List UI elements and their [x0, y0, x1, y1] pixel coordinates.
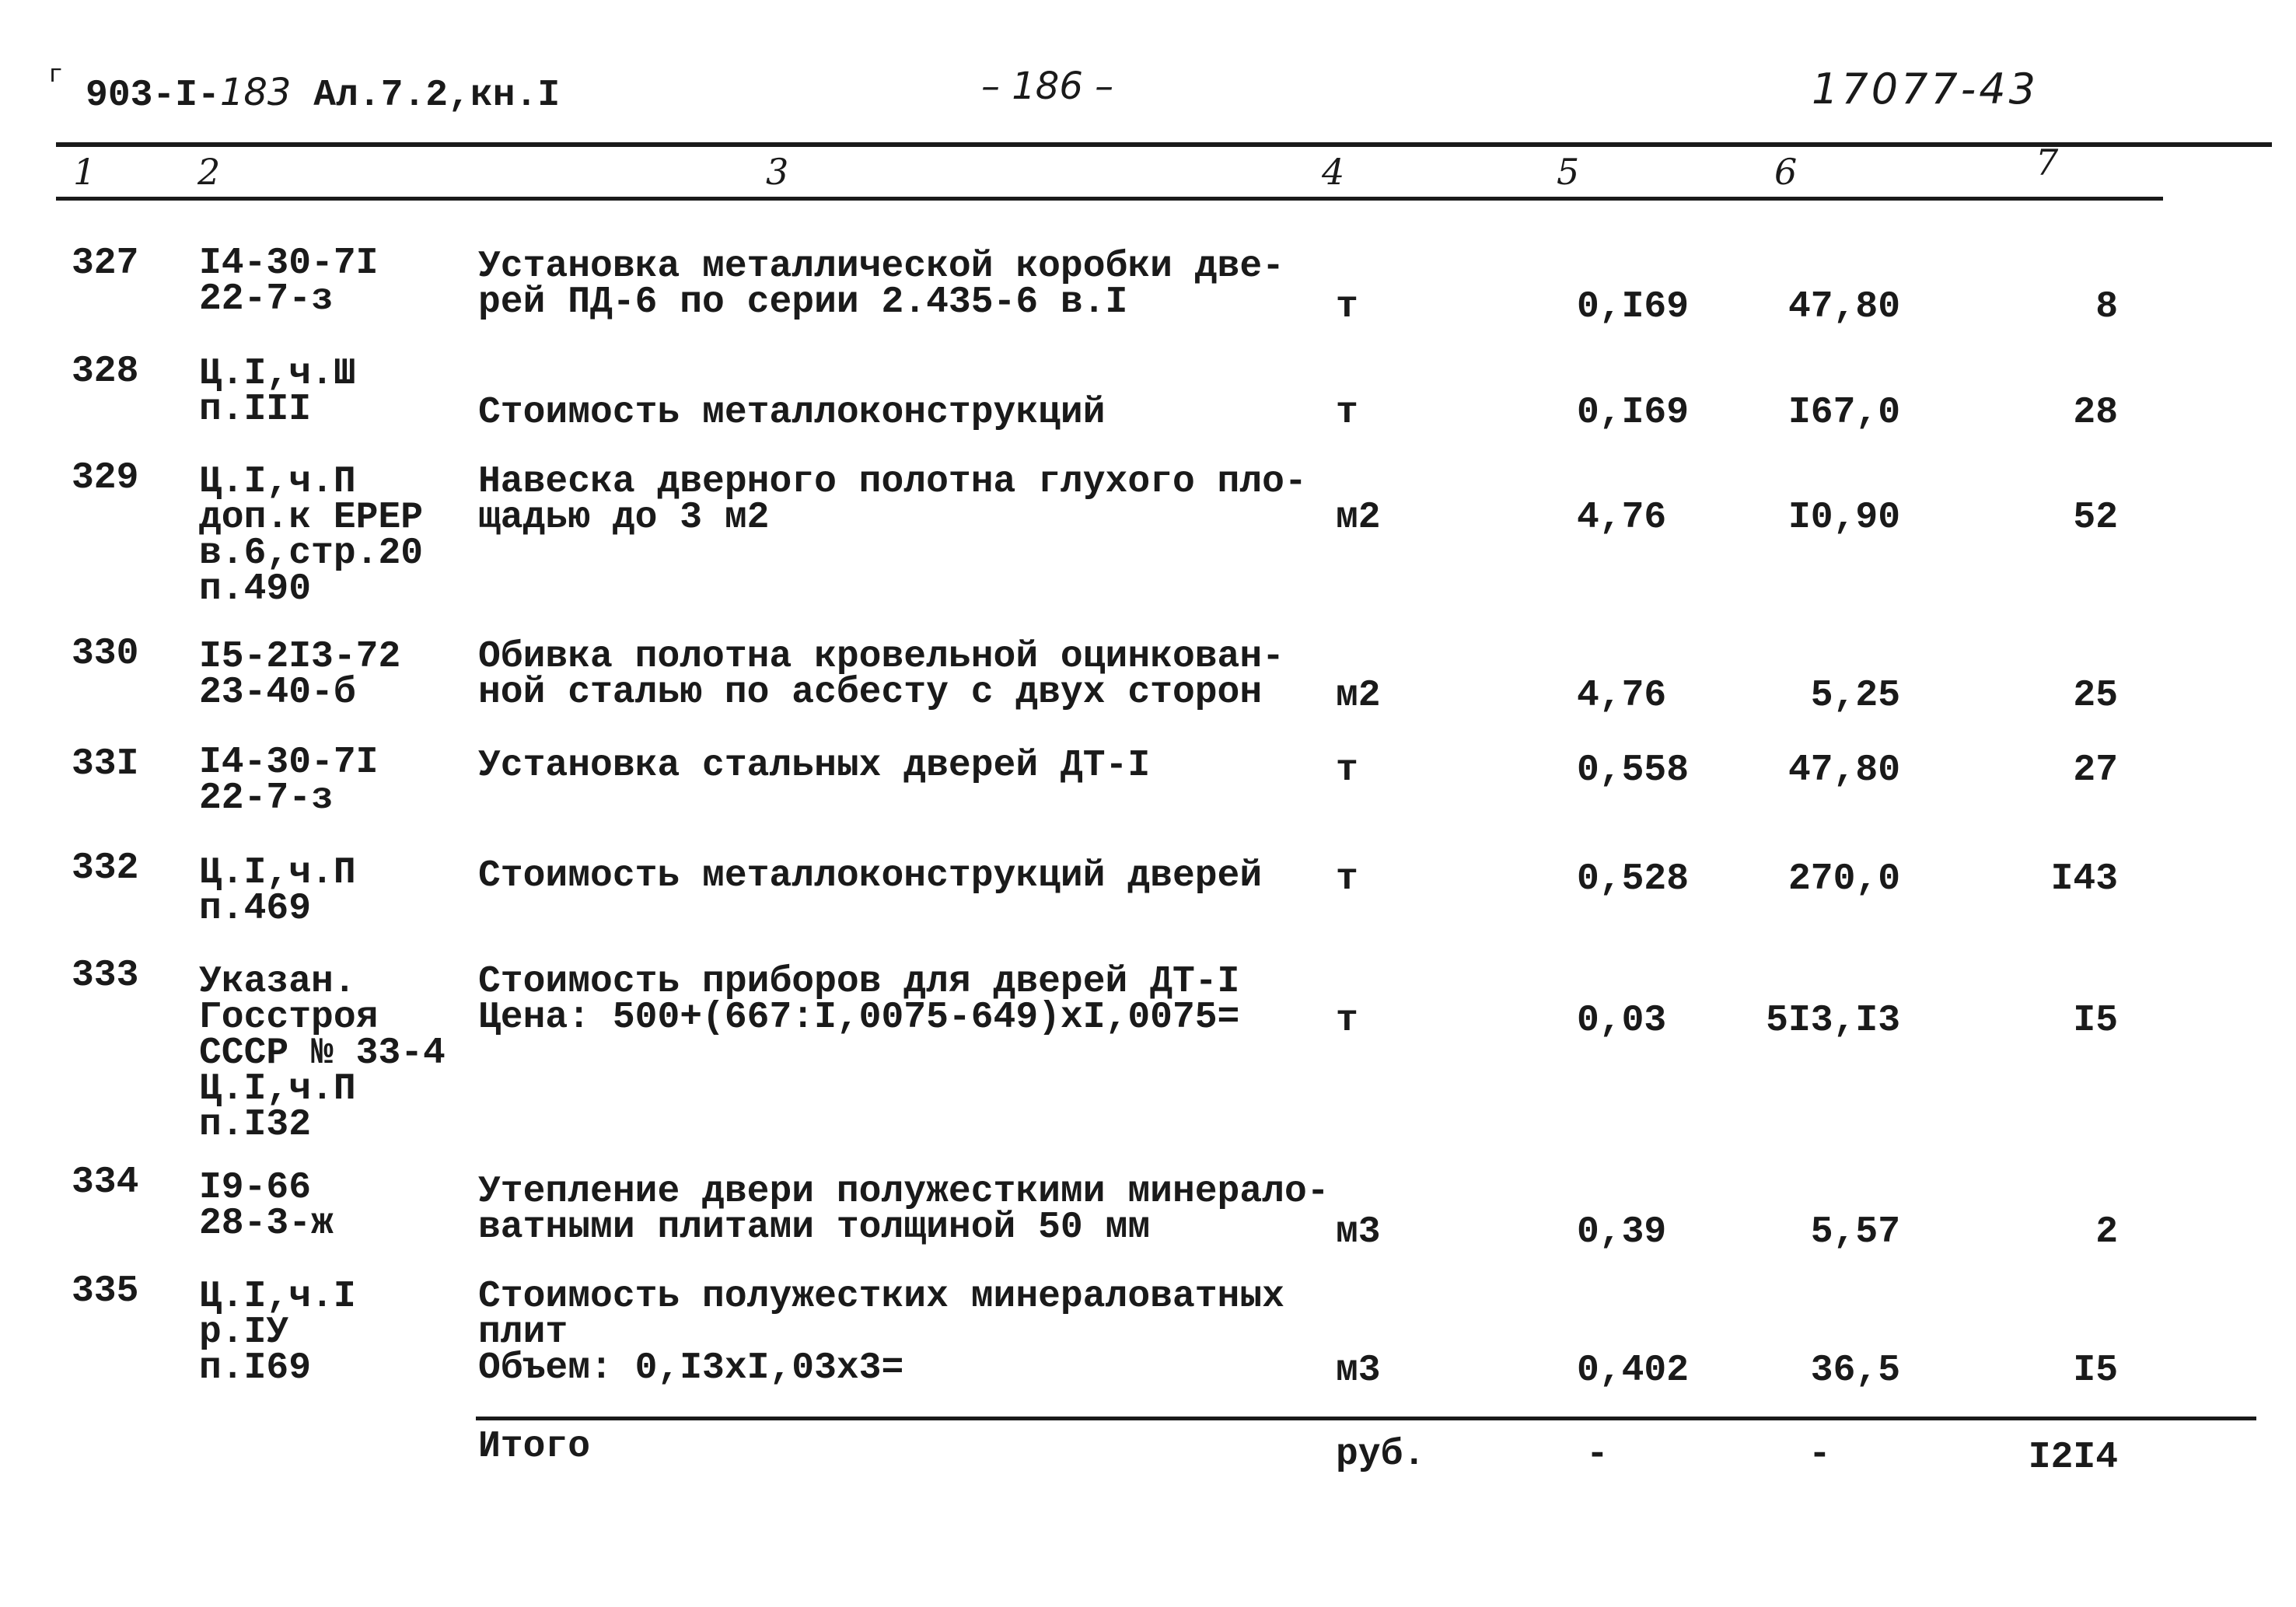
row-335-reference: Ц.I,ч.I р.IУ п.I69 — [199, 1276, 356, 1389]
row-329-quantity: 4,76 — [1577, 497, 1667, 539]
row-330-number: 330 — [72, 633, 139, 675]
page-number: – 186 – — [981, 65, 1114, 108]
row-329-reference: Ц.I,ч.П доп.к ЕРЕР в.6,стр.20 п.490 — [199, 461, 424, 610]
row-331-reference: I4-30-7I 22-7-з — [199, 742, 379, 819]
row-335-total: I5 — [2073, 1350, 2118, 1392]
row-335-quantity: 0,402 — [1577, 1350, 1690, 1392]
row-332-quantity: 0,528 — [1577, 858, 1690, 900]
row-331-quantity: 0,558 — [1577, 749, 1690, 791]
row-330-unit: м2 — [1336, 675, 1381, 717]
row-327-number: 327 — [72, 243, 139, 285]
total-quantity-dash: - — [1586, 1434, 1609, 1476]
row-331-description: Установка стальных дверей ДТ-I — [478, 745, 1151, 787]
row-332-unit: т — [1336, 858, 1358, 900]
row-334-description: Утепление двери полужесткими минерало- ватными плитами толщиной 50 мм — [478, 1171, 1330, 1249]
row-335-price: 36,5 — [1810, 1350, 1900, 1392]
row-329-price: I0,90 — [1788, 497, 1900, 539]
row-332-reference: Ц.I,ч.П п.469 — [199, 852, 356, 930]
total-label: Итого — [478, 1426, 591, 1468]
row-328-quantity: 0,I69 — [1577, 392, 1690, 434]
row-328-price: I67,0 — [1788, 392, 1900, 434]
total-unit: руб. — [1336, 1434, 1426, 1476]
row-334-price: 5,57 — [1810, 1211, 1900, 1253]
row-328-description: Стоимость металлоконструкций — [478, 392, 1106, 434]
total-price-dash: - — [1808, 1434, 1831, 1476]
row-334-number: 334 — [72, 1162, 139, 1204]
row-327-total: 8 — [2095, 286, 2118, 328]
row-327-quantity: 0,I69 — [1577, 286, 1690, 328]
total-sum: I2I4 — [2028, 1437, 2118, 1479]
row-333-reference: Указан. Госстроя СССР № 33-4 Ц.I,ч.П п.I32 — [199, 961, 446, 1146]
doc-code-prefix: 903-I- — [86, 75, 220, 117]
row-328-unit: т — [1336, 392, 1358, 434]
row-330-description: Обивка полотна кровельной оцинкован- ной сталью по асбесту с двух сторон — [478, 636, 1284, 714]
row-330-quantity: 4,76 — [1577, 675, 1667, 717]
row-327-price: 47,80 — [1788, 286, 1900, 328]
row-329-description: Навеска дверного полотна глухого пло- щадью до 3 м2 — [478, 461, 1307, 539]
col-num-5: 5 — [1557, 151, 1580, 193]
row-327-unit: т — [1336, 286, 1358, 328]
row-331-unit: т — [1336, 749, 1358, 791]
row-330-total: 25 — [2073, 675, 2118, 717]
row-331-price: 47,80 — [1788, 749, 1900, 791]
row-328-reference: Ц.I,ч.Ш п.III — [199, 353, 356, 431]
row-332-total: I43 — [2050, 858, 2118, 900]
doc-code-suffix: Ал.7.2,кн.I — [291, 75, 561, 117]
col-num-1: 1 — [73, 151, 96, 193]
row-330-price: 5,25 — [1810, 675, 1900, 717]
col-num-2: 2 — [197, 151, 221, 193]
row-333-quantity: 0,03 — [1577, 1000, 1667, 1042]
row-333-description: Стоимость приборов для дверей ДТ-I Цена: 500+(667:I,0075-649)хI,0075= — [478, 961, 1240, 1039]
row-329-unit: м2 — [1336, 497, 1381, 539]
row-335-description: Стоимость полужестких минераловатных плит Объем: 0,I3хI,03х3= — [478, 1276, 1284, 1389]
total-rule — [476, 1417, 2256, 1420]
row-328-number: 328 — [72, 351, 139, 393]
sheet-code: 17077-43 — [1812, 65, 2039, 114]
table-top-rule — [56, 142, 2272, 147]
col-num-4: 4 — [1322, 151, 1345, 193]
row-334-quantity: 0,39 — [1577, 1211, 1667, 1253]
row-331-number: 33I — [72, 743, 139, 785]
row-329-total: 52 — [2073, 497, 2118, 539]
row-329-number: 329 — [72, 457, 139, 499]
row-333-number: 333 — [72, 955, 139, 997]
row-335-number: 335 — [72, 1270, 139, 1312]
row-334-total: 2 — [2095, 1211, 2118, 1253]
row-331-total: 27 — [2073, 749, 2118, 791]
row-333-total: I5 — [2073, 1000, 2118, 1042]
row-327-description: Установка металлической коробки две- рей ПД-6 по серии 2.435-6 в.I — [478, 246, 1284, 323]
col-num-6: 6 — [1774, 151, 1798, 193]
row-333-price: 5I3,I3 — [1766, 1000, 1900, 1042]
corner-mark: г — [48, 61, 64, 89]
column-number-rule — [56, 197, 2163, 201]
row-327-reference: I4-30-7I 22-7-з — [199, 243, 379, 320]
doc-code-handwritten: 183 — [219, 71, 292, 114]
row-334-unit: м3 — [1336, 1211, 1381, 1253]
row-334-reference: I9-66 28-3-ж — [199, 1167, 334, 1245]
row-335-unit: м3 — [1336, 1350, 1381, 1392]
row-330-reference: I5-2I3-72 23-40-б — [199, 636, 401, 714]
col-num-3: 3 — [766, 151, 789, 193]
col-num-7: 7 — [2036, 141, 2059, 183]
row-328-total: 28 — [2073, 392, 2118, 434]
row-332-number: 332 — [72, 847, 139, 889]
row-333-unit: т — [1336, 1000, 1358, 1042]
document-code — [48, 61, 561, 117]
row-332-description: Стоимость металлоконструкций дверей — [478, 855, 1263, 897]
row-332-price: 270,0 — [1788, 858, 1900, 900]
